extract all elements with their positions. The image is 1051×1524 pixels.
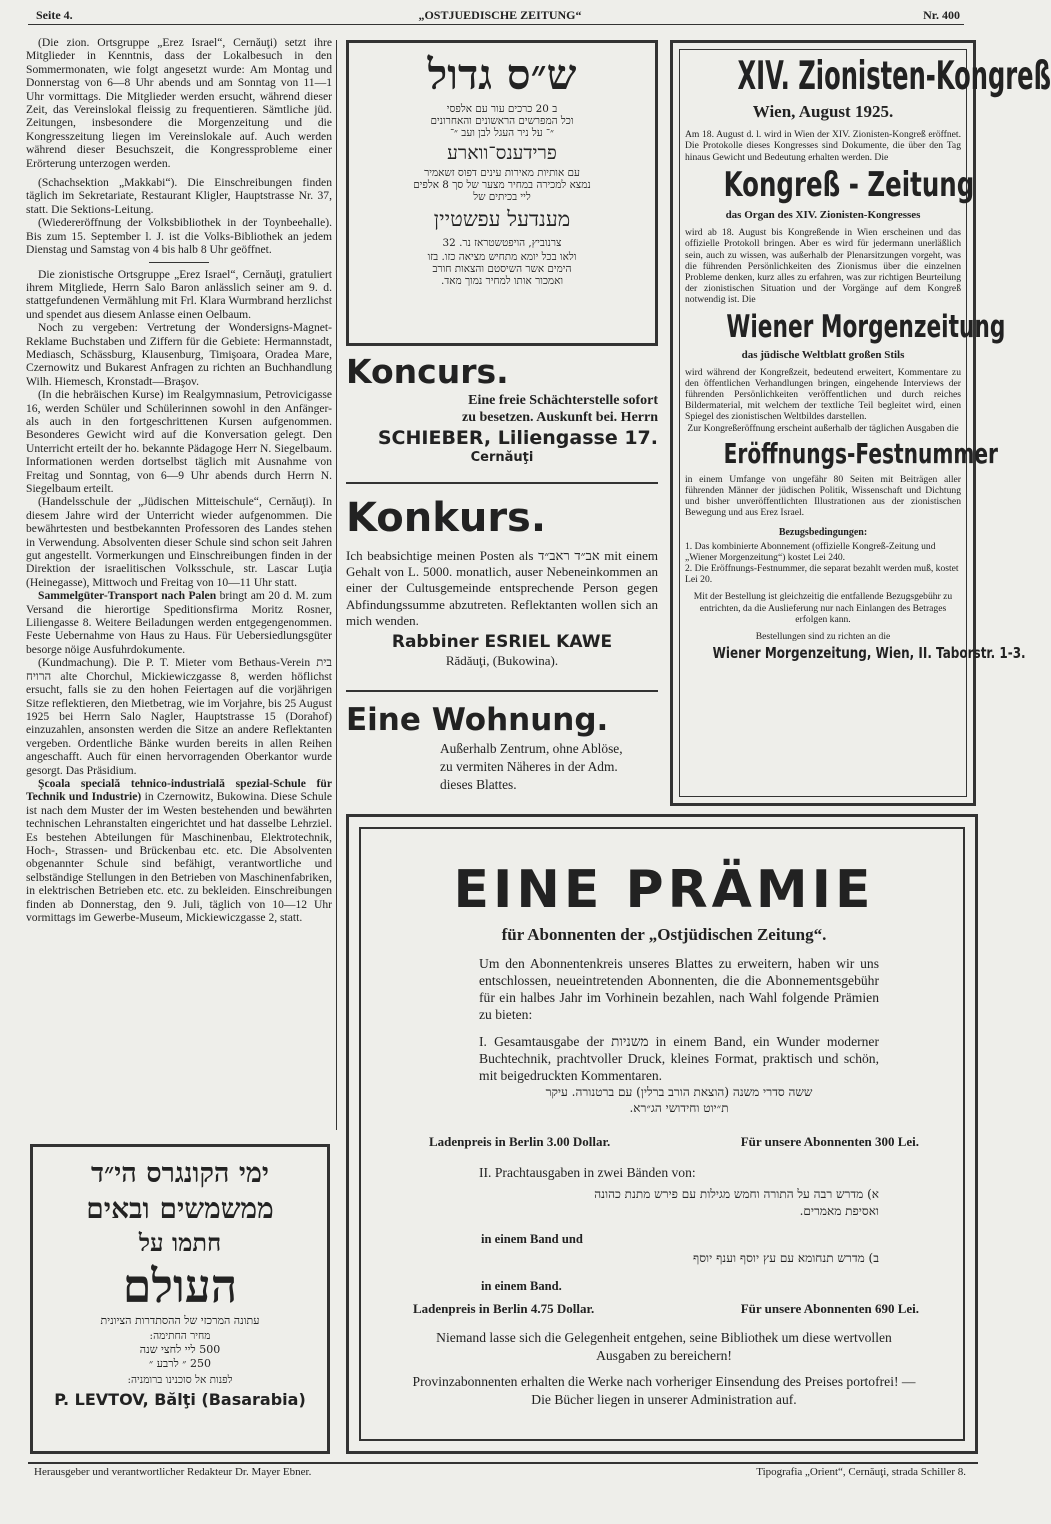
kongress-organ: das Organ des XIV. Zionisten-Kongresses [725, 209, 921, 222]
levtov-line1: ימי הקונגרס הי״ד [90, 1158, 270, 1189]
notice-makkabi: (Schachsektion „Makkabi“). Die Einschreibungen finden täglich im Sekretariate, Restaurant Kligler, Hauptstrasse Nr. 37, statt. Die Sektions-Leitung. [26, 176, 332, 216]
notice-kundmachung: (Kundmachung). Die P. T. Mieter vom Bethaus-Verein בית הרויח alte Chorchul, Mickiewiczgasse 8, werden höflichst ersucht, falls sie zu den hohen Feiertagen auf die vorjährigen Sitze reflektieren, den Mietbetrag, wie im Vorjahre, bis 25 August 1925 bei Herrn Salo Nagler, Hauptstrasse 15 (Dorahof) einzuzahlen, ansonsten werden die Sitze an andere Reflektanten vergeben. Ordentliche Bänke wurden bereits in allen Reihen angeschafft. Auch für einen hervorragenden Oberkantor wurde gesorgt. Das Präsidium. [26, 656, 332, 777]
header-rule [28, 24, 964, 25]
kongress-weltblatt: das jüdische Weltblatt großen Stils [741, 348, 905, 361]
ad-konkurs [346, 492, 658, 688]
koncurs-line3: SCHIEBER, Liliengasse 17. [377, 427, 658, 449]
footer-rule [28, 1462, 978, 1464]
levtov-agent: P. LEVTOV, Bălţi (Basarabia) [54, 1390, 306, 1409]
kongress-body1: wird ab 18. August bis Kongreßende in Wien erscheinen und das offizielle Protokoll bringen. Aber es wird für jedermann unerläßlich sein, auch zu wissen, was außerhalb der Plenarsitzungen vorgeht, was die führenden Persönlichkeiten des Zionismus über die einzelnen Probleme denken, kurz alles zu erfahren, was zur richtigen Beurteilung der zionistischen Situation und der Vorgänge auf dem Kongreß notwendig ist. Die [685, 227, 961, 306]
rule-koncurs [346, 482, 658, 484]
newspaper-name: „OSTJUEDISCHE ZEITUNG“ [418, 8, 582, 22]
shas-firm: פרידענס־ווארע [447, 142, 557, 164]
ad-shas-gadol [346, 40, 658, 346]
notice-hebraeische-kurse: (In die hebräischen Kurse) im Realgymnasium, Petrovicigasse 16, werden Schüler und Schülerinnen sowohl in den Anfänger- als auch in den fortgeschrittenen Kursen aufgenommen. Besonderes Gewicht wird auf die Konversation gelegt. Den Unterricht erteilt der ho. bekannte Pädagoge Herr N. Siegelbaum. Informationen werden dortselbst täglich mit Ausnahme von Freitag und Sonntag, von 6—9 Uhr abends durch Herrn N. Siegelbaum erteilt. [26, 388, 332, 495]
notice-handelsschule: (Handelsschule der „Jüdischen Mitteischule“, Cernăuţi). In diesem Jahre wird der Unterricht wieder aufgenommen. Die bewährtesten und bestbekannten Professoren des Landes stehen in Verwendung. Absolventen dieser Schule sind schon seit Jahren gut angestellt. Vormerkungen und Einschreibungen finden in der Direktion der israelitischen Volksschule, str. Lascar Luţia (Heinegasse), Mittwoch und Freitag von 10—11 Uhr statt. [26, 495, 332, 589]
konkurs-body: Ich beabsichtige meinen Posten als אב״ד ראב״ד mit einem Gehalt von L. 5000. monatlich, auser Nebeneinkommen an einer der Cultusgemeinde entsprechende Person gegen Abfindungssumme abzutreten. Reflektanten wollen sich an mich wenden. [346, 548, 658, 628]
notice-gratulation: Die zionistische Ortsgruppe „Erez Israel“, Cernăuţi, gratuliert ihrem Mitgliede, Herrn Salo Baron anlässlich seiner am 9. d. stattgefundenen Vermählung mit Frl. Klara Wurmbrand herzlichst und spendet aus diesem Anlasse einen Oelbaum. [26, 267, 332, 321]
praemie-price2-laden: Ladenpreis in Berlin 4.75 Dollar. [413, 1301, 595, 1316]
praemie-title: EINE PRÄMIE [453, 860, 875, 920]
konkurs-place: Rădăuţi, (Bukowina). [445, 653, 559, 669]
ad-wohnung [346, 700, 658, 806]
praemie-price2-abo: Für unsere Abonnenten 690 Lei. [740, 1301, 919, 1316]
praemie-price1-abo: Für unsere Abonnenten 300 Lei. [740, 1134, 919, 1149]
kongress-bezug2: 2. Die Eröffnungs-Festnummer, die separat bezahlt werden muß, kostet Lei 20. [685, 563, 959, 586]
levtov-price-head: מחיר החתימה: [149, 1330, 211, 1342]
shas-line8: הימים אשר השיסטם והצאות חורב [432, 263, 572, 275]
kongress-subtitle: Wien, August 1925. [752, 102, 894, 121]
kongress-title: XIV. Zionisten-Kongreß [737, 54, 1051, 99]
notice-transport-body: bringt am 20 d. M. zum Versand die hierortige Speditionsfirma Moritz Rosner, Liliengasse 8. Weitere Beiladungen werden entgegengenommen. Feste Uebernahme von Haus zu Haus. Für Uebersiedlungsgüter besorge nöige Ausfuhrdokumente. [26, 589, 332, 656]
notice-scoala [26, 777, 332, 924]
praemie-note: Provinzabonnenten erhalten die Werke nach vorheriger Einsendung des Preises portofrei! — Die Bücher liegen in unserer Administration auf. [412, 1374, 916, 1407]
praemie-heb-a1: א) מדרש רבה על התורה וחמש מגילות עם פירש מתנת כהונה [594, 1187, 879, 1201]
kongress-morgenzeitung: Wiener Morgenzeitung [726, 308, 1006, 345]
kongress-bezug-head: Bezugsbedingungen: [778, 526, 868, 538]
levtov-price1: 500 ליי לחצי שנה [139, 1343, 221, 1356]
praemie-outro: Niemand lasse sich die Gelegenheit entgehen, seine Bibliothek um diese wertvollen Ausgaben zu bereichern! [436, 1330, 892, 1363]
divider [149, 262, 209, 263]
notice-reklame: Noch zu vergeben: Vertretung der Wondersigns-Magnet-Reklame Buchstaben und Ziffern für die Gebiete: Hermannstadt, Mediasch, Schässburg, Klausenburg, Timişoara, Oradea Mare, Czernowitz und Bukarest Anfragen zu richten an Buchhandlung Wilh. Hiemesch, Kronstadt—Braşov. [26, 321, 332, 388]
praemie-item1: I. Gesamtausgabe der משניות in einem Band, ein Wunder moderner Buchtechnik, prachtvoller Druck, kleines Format, praktisch und schön, mit beigedruckten Kommentaren. [479, 1034, 879, 1083]
kongress-body5: Mit der Bestellung ist gleichzeitig die entfallende Bezugsgebühr zu entrichten, da die Auslieferung nur nach Einlangen des Betrages erfolgen kann. [693, 591, 953, 625]
shas-seller: מענדעל עפשטיין [433, 207, 571, 231]
wohnung-line3: dieses Blattes. [440, 777, 517, 792]
kongress-bezug1: 1. Das kombinierte Abonnement (offizielle Kongreß-Zeitung und „Wiener Morgenzeitung“) kostet Lei 240. [685, 540, 936, 563]
shas-line7: ולאו בכל יומא מתחיש מציאה כזו. בזו [427, 251, 577, 263]
levtov-sub: עתונה המרכזי של ההסתדרות הציונית [100, 1314, 260, 1327]
page-header [0, 4, 1000, 30]
praemie-band2: in einem Band. [481, 1279, 562, 1293]
levtov-title: העולם [122, 1259, 238, 1313]
shas-line4: עם אותיות מאירות עינים דפוס זשאמיר [424, 167, 580, 179]
rule-konkurs [346, 690, 658, 692]
kongress-zeitung: Kongreß - Zeitung [723, 165, 975, 206]
koncurs-title: Koncurs. [346, 352, 509, 391]
praemie-intro: Um den Abonnentenkreis unseres Blattes zu erweitern, haben wir uns entschlossen, neueintretenden Abonnenten, die die Abonnementsgebühr für ein halbes Jahr im Vorhinein bezahlen, nach Wahl folgende Prämien zu bieten: [479, 956, 879, 1022]
kongress-address: Wiener Morgenzeitung, Wien, II. Taborstr. 1-3. [712, 644, 1026, 663]
footer-editor: Herausgeber und verantwortlicher Redakteur Dr. Mayer Ebner. [34, 1466, 312, 1478]
praemie-price1-laden: Ladenpreis in Berlin 3.00 Dollar. [429, 1134, 611, 1149]
column-rule [336, 40, 337, 1130]
praemie-band1: in einem Band und [481, 1232, 583, 1246]
notice-erez-israel: (Die zion. Ortsgruppe „Erez Israel“, Cernăuţi) setzt ihre Mitglieder in Kenntnis, dass der Lokalbesuch in den Sommermonaten, wie folgt angesetzt wurde: Am Montag und Donnerstag von 6—8 Uhr abends und am Sonntag von 11—1 Uhr vormittags. Die Mitglieder werden ersucht, während dieser Zeit, das Vereinslokal fleissig zu frequentieren. Sämtliche jüd. Zeitungen, insbesondere die Morgenzeitung und die Kongresszeitung liegen im Vereinslokale auf. Auch werden während dieser Besuchszeit, die Kongressprobleme einer Erörterung unterzogen werden. [26, 36, 332, 170]
kongress-festnummer: Eröffnungs-Festnummer [723, 436, 998, 470]
wohnung-line2: zu vermiten Näheres in der Adm. [440, 759, 618, 774]
wohnung-line1: Außerhalb Zentrum, ohne Ablöse, [440, 741, 623, 756]
notice-scoala-lead: Şcoala specială tehnico-industrială spezial-Schule für Technik und Industrie) [26, 776, 332, 804]
ad-koncurs [346, 352, 658, 478]
kongress-body4: in einem Umfange von ungefähr 80 Seiten mit Beiträgen aller führenden Männer der jüdischen Politik, Wissenschaft und Dichtung und bisher unveröffentlichten Illustrationen aus der zionistischen Bewegung und aus Erez Israel. [685, 473, 961, 519]
wohnung-title: Eine Wohnung. [346, 702, 609, 738]
kongress-body2: wird während der Kongreßzeit, bedeutend erweitert, Kommentare zu den öffentlichen Verhandlungen bringen, eingehende Interviews der führenden Persönlichkeiten veröffentlichen und durch reiches Bildermaterial, mit welchem der textliche Teil begleitet wird, einen Spiegel des zionistischen Weltbildes darstellen. [685, 366, 961, 423]
shas-line2: וכל המפרשים הראשונים והאחרונים [430, 115, 574, 127]
kongress-intro: Am 18. August d. l. wird in Wien der XIV. Zionisten-Kongreß eröffnet. Die Protokolle dieses Kongresses sind Dokumente, die über den Tag hinaus Gewicht und Bedeutung erhalten werden. Die [685, 129, 961, 163]
ad-levtov [30, 1144, 330, 1454]
notice-transport-lead: Sammelgüter-Transport nach Palen [38, 589, 217, 603]
shas-line1: ב 20 כרכים עור עם אלפסי [446, 103, 558, 115]
shas-line6: ליי בכיתים של [473, 191, 531, 203]
praemie-heb-b: ב) מדרש תנחומא עם עץ יוסף וענף יוסף [693, 1251, 879, 1265]
notice-transport [26, 589, 332, 656]
konkurs-title: Konkurs. [346, 495, 547, 541]
praemie-item2: II. Prachtausgaben in zwei Bänden von: [479, 1165, 696, 1180]
levtov-contact-note: לפנות אל סוכנינו ברומניה: [127, 1374, 233, 1386]
konkurs-signer: Rabbiner ESRIEL KAWE [391, 632, 613, 653]
praemie-heb-a2: ואסיפת מאמרים. [799, 1204, 879, 1218]
shas-address: צרנוביץ, הויפטשטראז נר. 32 [442, 237, 562, 249]
shas-title: ש״ס גדול [427, 50, 577, 99]
kongress-body3: Zur Kongreßeröffnung erscheint außerhalb der täglichen Ausgaben die [687, 422, 959, 434]
ad-praemie [346, 814, 978, 1454]
levtov-line2: ממשמשים ובאים [86, 1192, 274, 1225]
koncurs-line1: Eine freie Schächterstelle sofort [468, 393, 658, 408]
praemie-item1-heb1: ששה סדרי משנה (הוצאת הורב ברלין) עם ברטנורה. עיקר [545, 1085, 813, 1099]
levtov-price2: 250 ״ לרבע ״ [149, 1357, 211, 1370]
praemie-subtitle: für Abonnenten der „Ostjüdischen Zeitung“. [501, 925, 827, 944]
koncurs-line4: Cernăuţi [470, 450, 534, 465]
koncurs-line2: zu besetzen. Auskunft bei. Herrn [462, 410, 658, 425]
shas-line5: נמצא למכירה במחיר מצער של סך 8 אלפים [413, 179, 591, 191]
notice-scoala-body: in Czernowitz, Bukowina. Diese Schule ist nach dem Muster der im Westen bestehenden und bewährten technischen Lehranstalten eingerichtet und hat dasselbe Lehrziel. Es bestehen Abteilungen für Maschinenbau, Elektrotechnik, Hoch-, Strassen- und Brückenbau etc. etc. Die Absolventen obgenannter Schule sind befähigt, verantwortliche und selbständige Stellungen in den Betrieben von Maschinenfabriken, in elektrischen Betrieben etc. etc. zu bekleiden. Einschreibungen finden ab Donnerstag, den 9. Juli, täglich von 10—12 Uhr vormittags im Gewerbe-Museum, Mickiewiczgasse 2, statt. [26, 790, 332, 924]
shas-line3: ״־ על ניר העגל לבן ועב ״־ [450, 127, 554, 139]
notice-volksbibliothek: (Wiedereröffnung der Volksbibliothek in der Toynbeehalle). Bis zum 15. September l. J. ist die Volks-Bibliothek an jedem Dienstag und Samstag von 4 bis halb 8 Uhr geöffnet. [26, 216, 332, 257]
page-label: Seite 4. [36, 8, 73, 22]
levtov-line3: חתמו על [138, 1228, 222, 1257]
praemie-item1-heb2: ת״יוט וחידושי הג״רא. [629, 1101, 729, 1115]
kongress-bestell: Bestellungen sind zu richten an die [755, 631, 891, 643]
left-column [26, 36, 332, 924]
ad-kongress [670, 40, 1051, 806]
shas-line9: ואמכור אותו למחיר נמוך מאד. [441, 275, 563, 287]
footer-printer: Tipografia „Orient“, Cernăuţi, strada Schiller 8. [756, 1466, 966, 1478]
issue-number: Nr. 400 [923, 8, 960, 22]
